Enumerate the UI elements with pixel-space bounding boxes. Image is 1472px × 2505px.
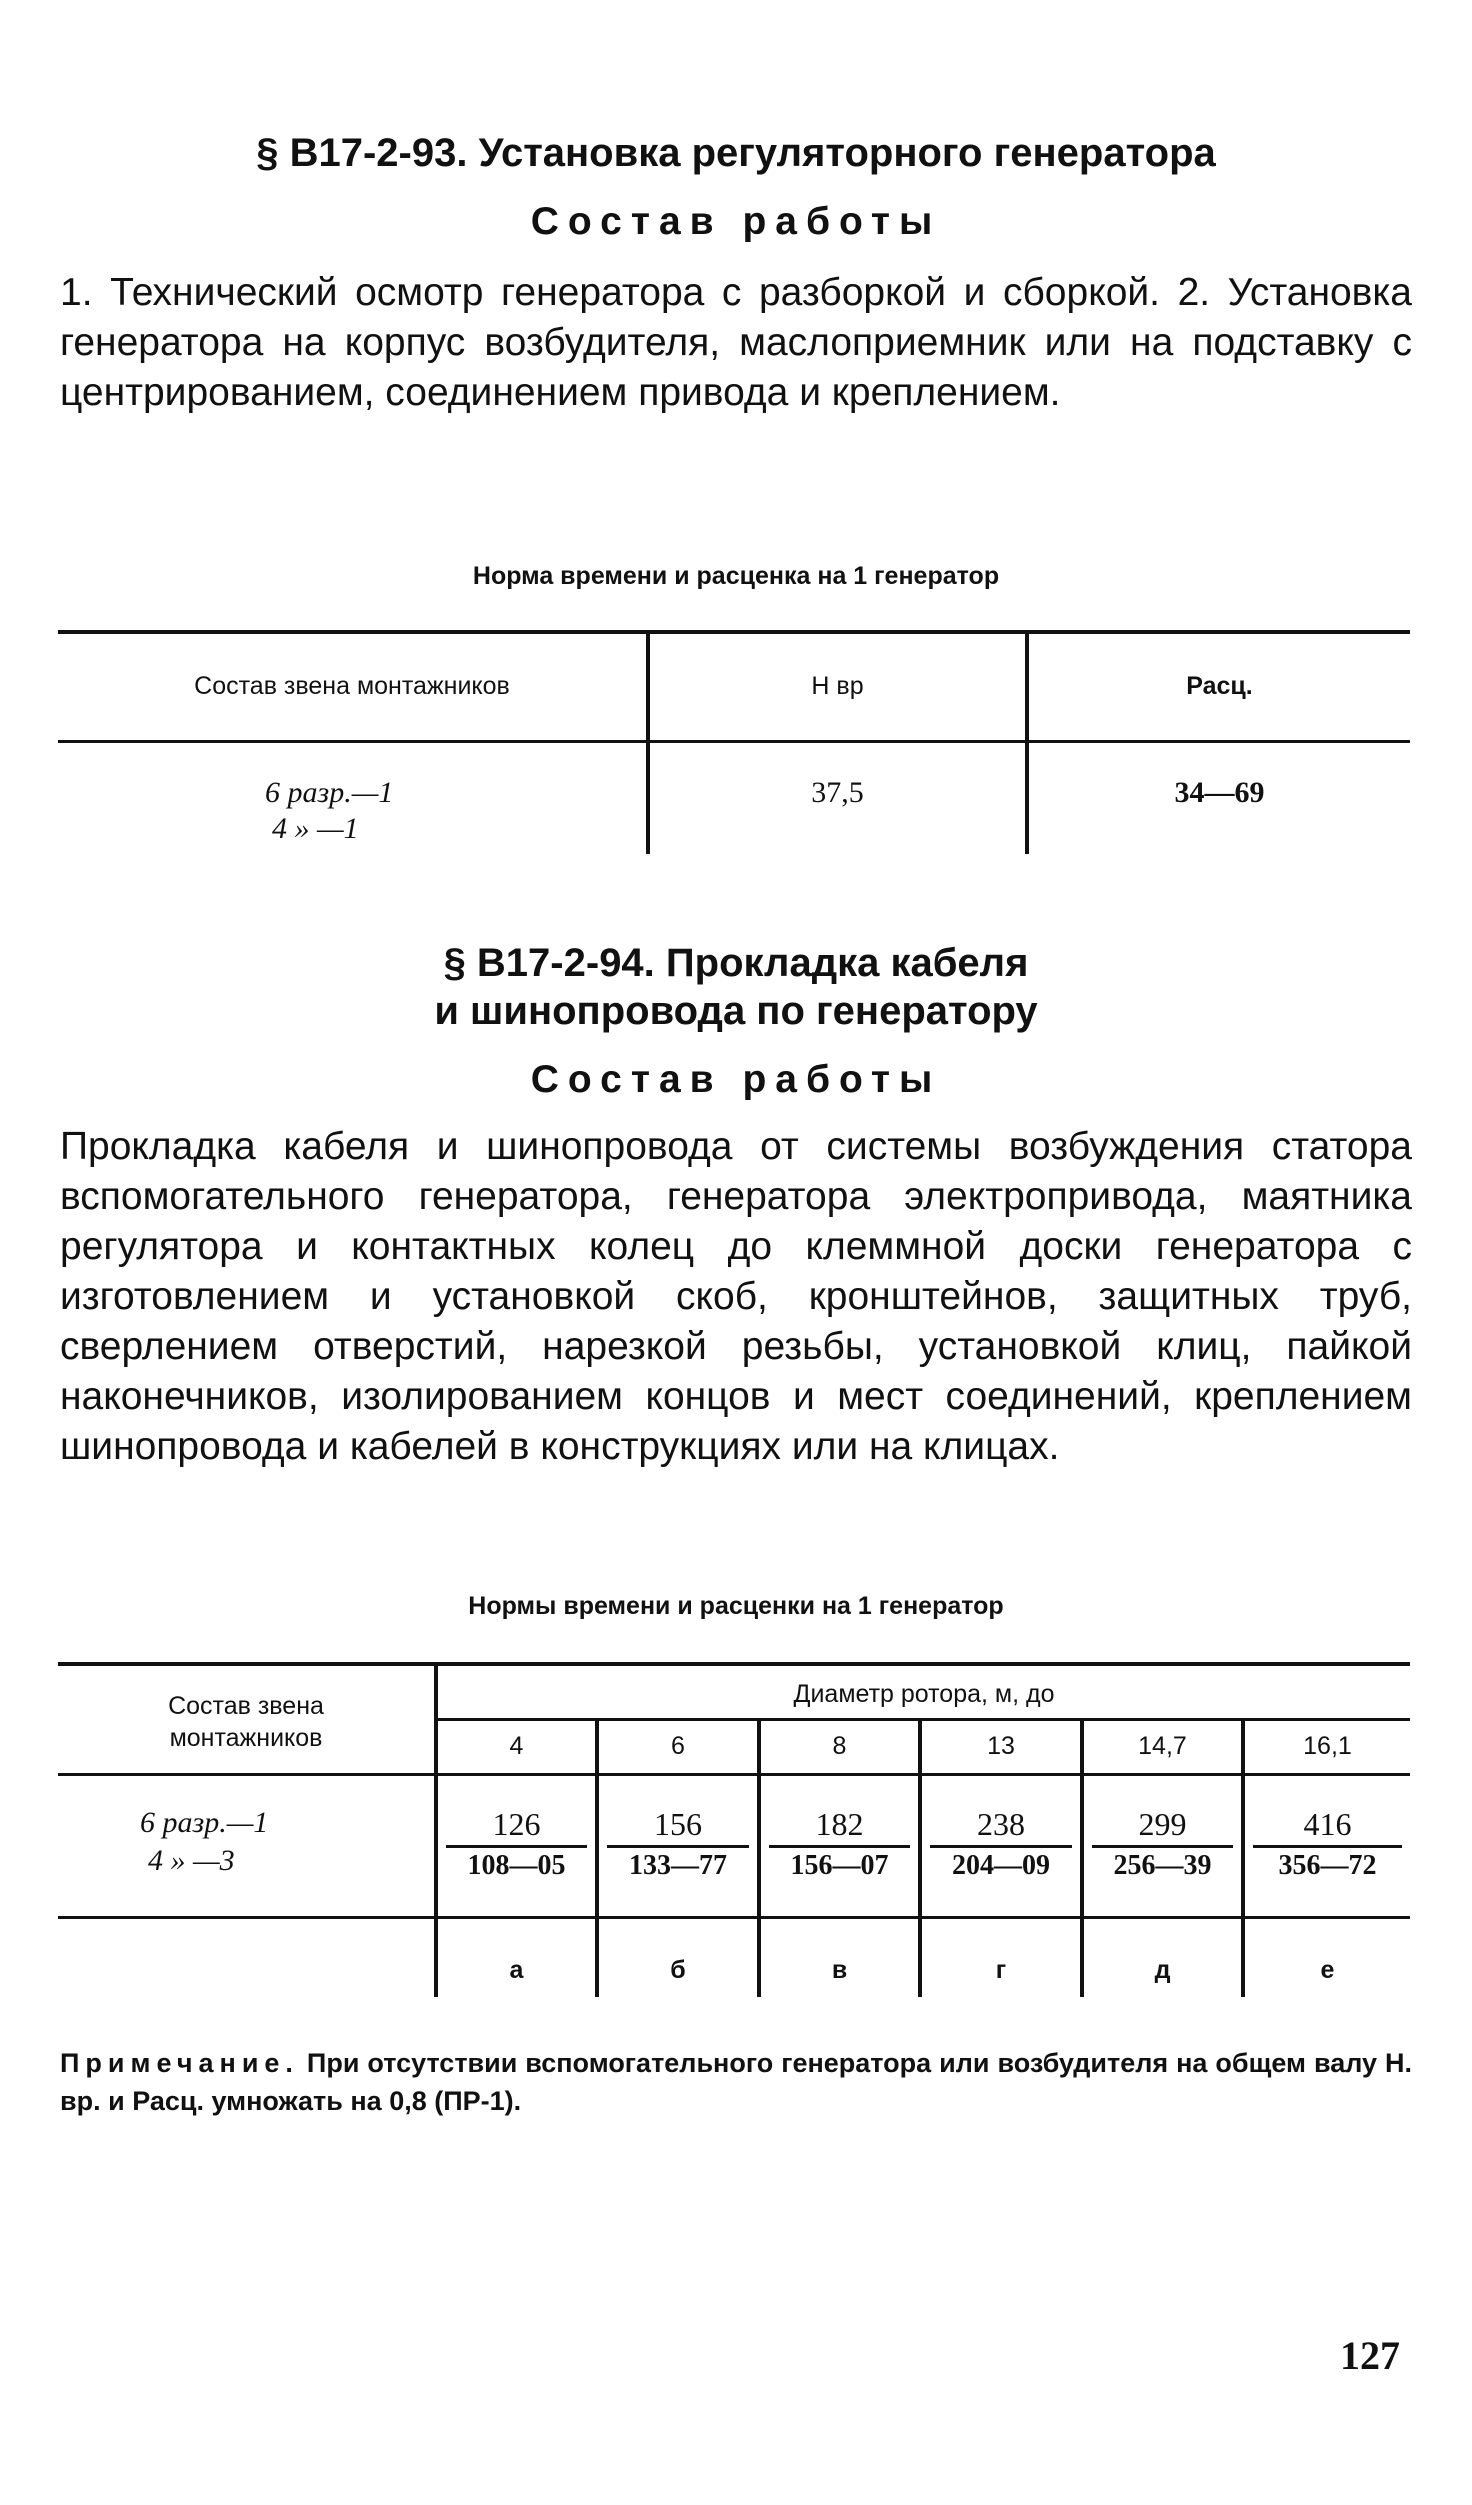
table2-hvr-e: 416: [1303, 1806, 1352, 1842]
section2-title-line2: и шинопровода по генератору: [434, 989, 1038, 1033]
table1-rate-value: 34—69: [1174, 776, 1265, 809]
table2-rate-e: 356—72: [1278, 1850, 1377, 1881]
table2-letter-d: д: [1154, 1956, 1171, 1984]
table2-cell-v: [761, 1806, 918, 1882]
table2-letter-e: е: [1320, 1956, 1335, 1984]
section2-paragraph: Прокладка кабеля и шинопровода от системы возбуждения статора вспомогательного генератора, генератора электропривода, маятника регулятора и контактных колец до клеммной доски генератора с изготовлением и установкой скоб, кронштейнов, защитных труб, сверлением отверстий, нарезкой резьбы, установкой клиц, пайкой наконечников, изолированием концов и мест соединений, креплением шинопровода и кабелей в конструкциях или на клицах.: [60, 1125, 1412, 1468]
section2-title-line1: § В17-2-94. Прокладка кабеля: [443, 941, 1029, 985]
table2-hvr-g: 238: [977, 1806, 1025, 1842]
section1-title: § В17-2-93. Установка регуляторного генератора: [256, 131, 1216, 175]
table2-diameter-4: 4: [509, 1732, 524, 1760]
table1-caption: Норма времени и расценка на 1 генератор: [472, 562, 1000, 590]
table2-letter-b: б: [670, 1956, 686, 1984]
section2-subtitle: Состав работы: [530, 1058, 942, 1101]
table2-diameter-14-7: 14,7: [1138, 1732, 1187, 1760]
table2-hvr-v: 182: [815, 1806, 864, 1842]
note: [60, 2044, 1412, 2120]
table2-letter-a: а: [509, 1956, 524, 1984]
table2-hvr-b: 156: [654, 1806, 702, 1842]
table2-rate-a: 108—05: [467, 1850, 566, 1881]
table2-rate-b: 133—77: [629, 1850, 727, 1881]
table2-crew-line2: 4 » —3: [148, 1844, 235, 1877]
section1-paragraph: 1. Технический осмотр генератора с разборкой и сборкой. 2. Установка генератора на корпус возбудителя, маслоприемник или на подставку с центрированием, соединением привода и креплением.: [60, 271, 1412, 414]
table2-diameter-16-1: 16,1: [1303, 1732, 1352, 1760]
table2-rate-d: 256—39: [1113, 1850, 1212, 1881]
table2-diameter-6: 6: [671, 1732, 685, 1760]
table2-rate-g: 204—09: [952, 1850, 1050, 1881]
table2-cell-e: [1245, 1806, 1410, 1882]
table1-header-rule: [58, 740, 1410, 743]
table1-header-rate: Расц.: [1186, 672, 1253, 700]
table1-divider-2: [1025, 632, 1029, 854]
table2-group-header: Диаметр ротора, м, до: [793, 1680, 1055, 1708]
table2-body-rule: [58, 1916, 1410, 1919]
table1-hvr-value: 37,5: [811, 776, 864, 809]
section1-subtitle: Состав работы: [530, 200, 942, 243]
table1-divider-1: [646, 632, 650, 854]
table2-hvr-d: 299: [1138, 1806, 1187, 1842]
table2-rate-v: 156—07: [790, 1850, 889, 1881]
table2-crew-line1: 6 разр.—1: [140, 1806, 269, 1839]
table2-cell-a: [438, 1806, 595, 1882]
table1-top-rule: [58, 630, 1410, 634]
table2-diameter-8: 8: [832, 1732, 847, 1760]
table2-group-rule: [434, 1718, 1410, 1721]
table1-crew-line1: 6 разр.—1: [265, 776, 394, 809]
table1-header-hvr: Н вр: [811, 672, 864, 700]
table2-letter-g: г: [995, 1956, 1007, 1984]
table2-letter-v: в: [831, 1956, 848, 1984]
table2-header-rule: [58, 1773, 1410, 1776]
table1-crew-line2: 4 » —1: [272, 812, 359, 845]
table1-header-crew: Состав звена монтажников: [194, 672, 510, 700]
note-label: Примечание.: [60, 2048, 299, 2078]
table2-diameter-13: 13: [987, 1732, 1015, 1760]
note-text: При отсутствии вспомогательного генератора или возбудителя на общем валу Н. вр. и Расц. умножать на 0,8 (ПР-1).: [60, 2048, 1412, 2116]
table2-cell-d: [1084, 1806, 1241, 1882]
table2-header-crew-line1: Состав звена: [168, 1692, 324, 1720]
page-number: 127: [1340, 2333, 1400, 2378]
table2-caption: Нормы времени и расценки на 1 генератор: [468, 1592, 1004, 1620]
table2-cell-g: [922, 1806, 1080, 1882]
table2-top-rule: [58, 1662, 1410, 1666]
table2-header-crew-line2: монтажников: [169, 1724, 323, 1752]
table2-cell-b: [599, 1806, 757, 1882]
table2-hvr-a: 126: [492, 1806, 541, 1842]
